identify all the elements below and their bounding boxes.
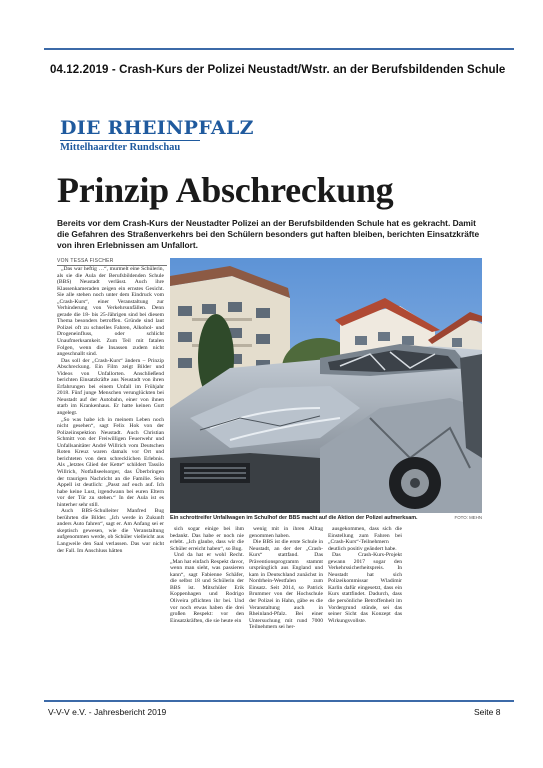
- newspaper-name: DIE RHEINPFALZ: [60, 117, 254, 139]
- paragraph: wenig mit in ihren Alltag genommen haben.: [249, 526, 323, 539]
- photo-credit: FOTO: MEHN: [454, 515, 482, 520]
- article-column-1: [57, 266, 164, 554]
- paragraph: „So was habe ich in meinem Leben noch nicht gesehen“, sagt Felix Hok von der Polizeiinspektion Neustadt. Auch Christian Schmitt von der Freiwilligen Feuerwehr und Unfallsanitäter André Willrich vom Deutschen Roten Kreuz waren damals vor Ort und berichteten von dem schrecklichen Erlebnis. Als „letztes Glied der Kette“ schildert Tassilo Willrich, Notfallseelsorger, das Überbringen der traurigen Nachricht an die Familie. Sein Appell ist deutlich: „Passt auf euch auf. Ich habe keine Lust, irgendwann bei euren Eltern vor der Tür zu stehen.“ In der Aula ist es hinterher sehr still.: [57, 416, 164, 508]
- newspaper-masthead: [60, 118, 254, 153]
- crashed-car-illustration: [170, 258, 482, 513]
- paragraph: sich sogar einige bei ihm bedankt. Das habe er noch nie erlebt. „Ich glaube, dass wir die Schüler erreicht haben“, so Bug.: [170, 526, 244, 552]
- paragraph: Auch BBS-Schulleiter Manfred Bug berührten die Bilder. „Ich werde in Zukunft anders Auto fahren“, sagt er. Am Anfang sei er skeptisch gewesen, wie die Veranstaltung aufgenommen werde, ob Schüler vielleicht aus Langweile den Saal verlassen. Das war nicht der Fall. Im Anschluss hätten: [57, 508, 164, 554]
- footer-page-number: Seite 8: [474, 707, 501, 717]
- paragraph: „Das war heftig …“, murmelt eine Schülerin, als sie die Aula der Berufsbildenden Schule (BBS) Neustadt verlässt. Auch ihre Klassenkameraden zeigen ein ernstes Gesicht. Sie alle stehen noch unter dem Eindruck vom „Crash-Kurs“, einer Veranstaltung zur Verhinderung von Verkehrsunfällen. Denn gerade die 18- bis 25-Jährigen sind bei diesem Thema besonders betroffen. Gründe sind laut Polizei oft zu schnelles Fahren, Alkohol- und Drogeneinfluss, oder schlicht Unaufmerksamkeit. Zum Teil mit fatalen Folgen, wenn die Insassen zudem nicht angeschnallt sind.: [57, 266, 164, 358]
- article-column-3: [249, 526, 323, 631]
- article-lead: Bereits vor dem Crash-Kurs der Neustadter Polizei an der Berufsbildenden Schule hat es gekracht. Damit die Gefahren des Straßenverkehrs bei den Schülern besonders gut haften bleiben, berichten Einsatzkräfte von ihren Erlebnissen am Unfallort.: [57, 218, 480, 250]
- paragraph: Das soll der „Crash-Kurs“ ändern – Prinzip Abschreckung. Ein Film zeigt Bilder und Videos von Unfallorten. Anschließend berichten Einsatzkräfte aus Neustadt von ihren Erfahrungen bei einem Unfall im Frühjahr 2018. Fünf junge Menschen verunglückten bei Neustadt auf der Autobahn, einer von ihnen starb im Krankenhaus. Er hatte keinen Gurt angelegt.: [57, 357, 164, 417]
- photo-caption-text: Ein schrottreifer Unfallwagen im Schulhof der BBS macht auf die Aktion der Polizei aufmerksam.: [170, 515, 418, 521]
- paragraph: ausgekommen, dass sich die Einstellung zum Fahren bei „Crash-Kurs“-Teilnehmern deutlich positiv geändert habe.: [328, 526, 402, 552]
- photo-caption: [170, 515, 482, 521]
- article-column-2: [170, 526, 244, 624]
- top-divider: [44, 48, 514, 50]
- article-headline: Prinzip Abschreckung: [57, 170, 394, 210]
- paragraph: Das Crash-Kurs-Projekt gewann 2017 sogar den Verkehrssicherheitspreis. In Neustadt hat sich Polizeikommissar Wladimir Karlin dafür eingesetzt, dass ein Kurs stattfindet. Dadurch, dass die persönliche Betroffenheit im Vordergrund stünde, sei das seiner Sicht das Konzept das Wirkungsvollste.: [328, 552, 402, 624]
- article-byline: VON TESSA FISCHER: [57, 258, 167, 266]
- article-column-4: [328, 526, 402, 624]
- newspaper-edition: Mittelhaardter Rundschau: [60, 140, 200, 153]
- crashed-car-photo: [170, 258, 482, 513]
- paragraph: Und da hat er wohl Recht. „Man hat einfach Respekt davor, wenn man sieht, was passieren kann“, sagt Fabienne Schäfer, die selbst 18 und Schülerin der BBS ist. Mitschüler Erik Koppenhagen und Rodrigo Oliveira pflichten ihr bei. Und vor noch etwas haben die drei großen Respekt: vor den Einsatzkräften, die sie heute ein: [170, 552, 244, 624]
- footer-organization: V-V-V e.V. - Jahresbericht 2019: [48, 707, 167, 717]
- bottom-divider: [44, 700, 514, 702]
- report-title: 04.12.2019 - Crash-Kurs der Polizei Neustadt/Wstr. an der Berufsbildenden Schule: [50, 64, 506, 76]
- paragraph: Die BBS ist die erste Schule in Neustadt, an der der „Crash-Kurs“ stattfand. Das Präventionsprogramm stammt ursprünglich aus England und kam in Deutschland zunächst in Nordrhein-Westfalen zum Einsatz. Seit 2014, so Patrick Brummer von der Hochschule der Polizei in Hahn, gäbe es die Veranstaltung auch in Rheinland-Pfalz. Bei einer Untersuchung mit rund 7000 Teilnehmern sei her-: [249, 539, 323, 631]
